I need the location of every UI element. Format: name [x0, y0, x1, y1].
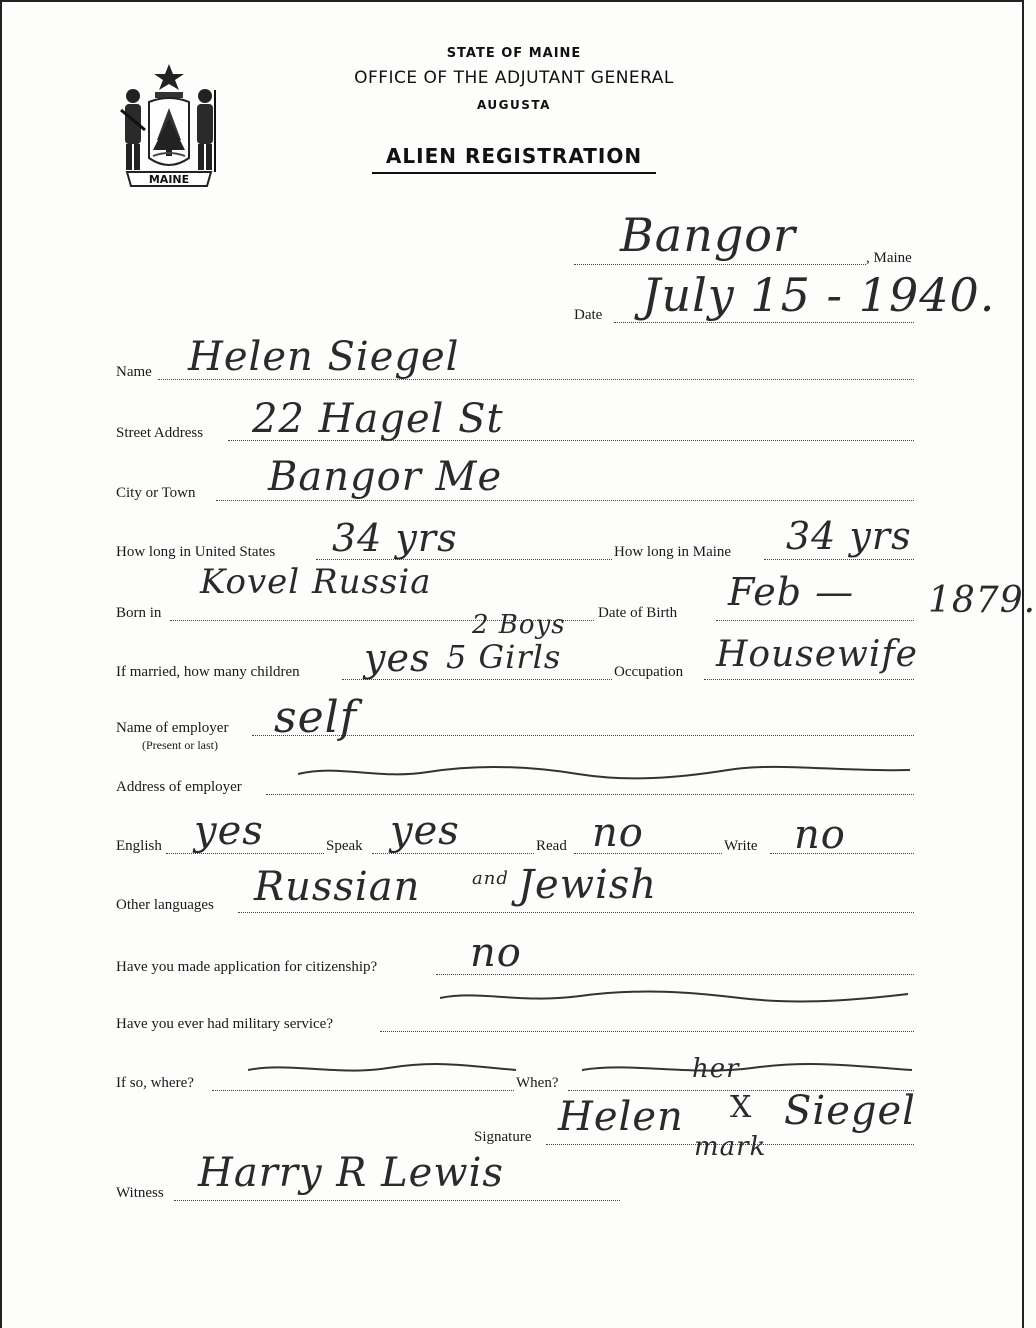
military-dash-mark: [440, 986, 908, 1010]
english-value: yes: [194, 808, 264, 854]
other-languages-value-1: Russian: [254, 864, 421, 910]
other-languages-line: [238, 912, 914, 913]
read-value: no: [592, 810, 644, 856]
employer-note-text: (Present or last): [142, 738, 218, 752]
signature-first: Helen: [558, 1094, 684, 1140]
born-in-label: Born in: [116, 605, 162, 621]
employer-address-label: Address of employer: [116, 779, 242, 795]
city-value: Bangor Me: [268, 454, 503, 500]
children-married-value: yes: [364, 636, 431, 680]
how-long-maine-value: 34 yrs: [786, 514, 912, 558]
place-line: [574, 264, 866, 265]
military-line: [380, 1031, 914, 1032]
name-value: Helen Siegel: [188, 334, 460, 380]
military-label: Have you ever had military service?: [116, 1016, 333, 1032]
english-label: English: [116, 838, 162, 854]
street-address-value: 22 Hagel St: [252, 396, 504, 442]
header-state: STATE OF MAINE: [446, 46, 582, 61]
children-label: If married, how many children: [116, 664, 300, 680]
other-languages-value-2: Jewish: [518, 862, 658, 908]
occupation-label: Occupation: [614, 664, 684, 680]
signature-mark: mark: [694, 1132, 767, 1162]
place-value: Bangor: [620, 208, 796, 262]
employer-note: [142, 737, 218, 754]
form-title: ALIEN REGISTRATION: [385, 144, 643, 168]
how-long-us-label: How long in United States: [116, 544, 276, 560]
city-label: City or Town: [116, 485, 196, 501]
signature-last: Siegel: [784, 1088, 916, 1134]
signature-her: her: [692, 1054, 740, 1084]
write-value: no: [794, 812, 846, 858]
title-underline: [372, 172, 656, 174]
other-languages-and: and: [472, 868, 509, 889]
date-of-birth-label: Date of Birth: [598, 605, 678, 621]
seal-ribbon-text: MAINE: [148, 173, 190, 186]
maine-label: , Maine: [866, 250, 912, 266]
birth-year-value: 1879.: [928, 580, 1036, 621]
witness-line: [174, 1200, 620, 1201]
write-label: Write: [724, 838, 758, 854]
date-label: Date: [574, 307, 603, 323]
signature-label: Signature: [474, 1129, 532, 1145]
signature-x: X: [730, 1090, 753, 1125]
where-label: If so, where?: [116, 1075, 194, 1091]
occupation-value: Housewife: [716, 634, 918, 675]
born-in-value: Kovel Russia: [200, 562, 432, 602]
how-long-maine-line: [764, 559, 914, 560]
street-address-label: Street Address: [116, 425, 204, 441]
where-dash-mark: [248, 1060, 516, 1080]
header-office: OFFICE OF THE ADJUTANT GENERAL: [354, 68, 674, 88]
citizenship-value: no: [470, 930, 522, 976]
employer-address-dash-mark: [298, 760, 910, 784]
witness-label: Witness: [116, 1185, 164, 1201]
other-languages-label: Other languages: [116, 897, 214, 913]
read-label: Read: [536, 838, 567, 854]
date-of-birth-value: Feb —: [728, 570, 855, 614]
how-long-maine-label: How long in Maine: [614, 544, 732, 560]
citizenship-label: Have you made application for citizenship?: [116, 959, 378, 975]
date-value: July 15 - 1940.: [642, 268, 996, 322]
how-long-us-value: 34 yrs: [332, 516, 458, 560]
children-girls-value: 5 Girls: [446, 638, 562, 676]
city-line: [216, 500, 914, 501]
employer-address-line: [266, 794, 914, 795]
employer-value: self: [274, 692, 357, 743]
children-boys-value: 2 Boys: [472, 610, 566, 640]
when-label: When?: [516, 1075, 559, 1091]
speak-value: yes: [390, 808, 460, 854]
speak-label: Speak: [326, 838, 363, 854]
employer-label: Name of employer: [116, 720, 229, 736]
date-line: [614, 322, 914, 323]
witness-value: Harry R Lewis: [198, 1150, 504, 1196]
occupation-line: [704, 679, 914, 680]
when-dash-mark: [582, 1060, 912, 1080]
where-line: [212, 1090, 514, 1091]
date-of-birth-line: [716, 620, 914, 621]
name-label: Name: [116, 364, 152, 380]
header-city: AUGUSTA: [477, 98, 551, 112]
